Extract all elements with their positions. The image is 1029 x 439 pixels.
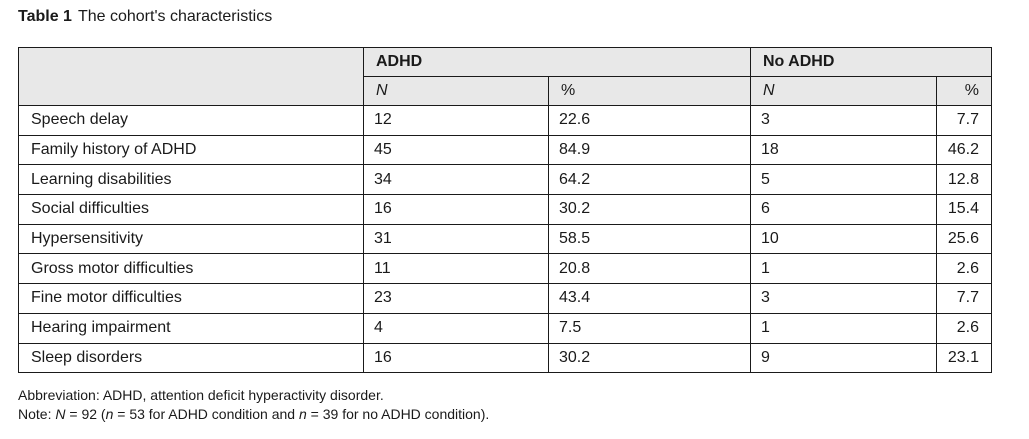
abbreviation-note: Abbreviation: ADHD, attention deficit hyperactivity disorder. <box>18 387 384 403</box>
no-adhd-pct-cell: 25.6 <box>937 224 992 254</box>
no-adhd-n-cell: 18 <box>751 135 937 165</box>
adhd-pct-cell: 43.4 <box>549 284 751 314</box>
adhd-pct-cell: 64.2 <box>549 165 751 195</box>
no-adhd-pct-cell: 46.2 <box>937 135 992 165</box>
table-row <box>19 343 992 373</box>
adhd-n-cell: 23 <box>364 284 549 314</box>
adhd-n-cell: 16 <box>364 343 549 373</box>
no-adhd-pct-cell: 7.7 <box>937 106 992 136</box>
adhd-pct-cell: 58.5 <box>549 224 751 254</box>
row-label: Hearing impairment <box>19 313 364 343</box>
n-no-adhd: = 39 for no ADHD condition). <box>306 406 490 422</box>
table-row <box>19 106 992 136</box>
no-adhd-n-cell: 1 <box>751 313 937 343</box>
n-adhd-variable: n <box>105 406 114 422</box>
table-row <box>19 195 992 225</box>
adhd-pct-cell: 30.2 <box>549 343 751 373</box>
subheader-no-adhd-n: N <box>751 77 937 106</box>
adhd-pct-cell: 7.5 <box>549 313 751 343</box>
no-adhd-n-cell: 9 <box>751 343 937 373</box>
table-row <box>19 135 992 165</box>
n-variable: N <box>55 406 66 422</box>
adhd-pct-cell: 30.2 <box>549 195 751 225</box>
adhd-n-cell: 16 <box>364 195 549 225</box>
table-row <box>19 165 992 195</box>
adhd-pct-cell: 20.8 <box>549 254 751 284</box>
no-adhd-pct-cell: 2.6 <box>937 254 992 284</box>
table-title: The cohort's characteristics <box>77 8 273 25</box>
subheader-adhd-n: N <box>364 77 549 106</box>
adhd-pct-cell: 22.6 <box>549 106 751 136</box>
no-adhd-pct-cell: 2.6 <box>937 313 992 343</box>
table-notes <box>18 386 489 424</box>
group-header-row <box>19 48 992 77</box>
table-row <box>19 284 992 314</box>
no-adhd-n-cell: 6 <box>751 195 937 225</box>
row-label: Learning disabilities <box>19 165 364 195</box>
table-row <box>19 254 992 284</box>
group-header-adhd: ADHD <box>364 48 751 77</box>
row-label: Family history of ADHD <box>19 135 364 165</box>
adhd-n-cell: 34 <box>364 165 549 195</box>
n-adhd: = 53 for ADHD condition and <box>113 406 299 422</box>
table-row <box>19 313 992 343</box>
no-adhd-pct-cell: 12.8 <box>937 165 992 195</box>
row-label: Fine motor difficulties <box>19 284 364 314</box>
adhd-n-cell: 12 <box>364 106 549 136</box>
table-caption <box>18 7 272 27</box>
no-adhd-pct-cell: 23.1 <box>937 343 992 373</box>
row-label: Social difficulties <box>19 195 364 225</box>
no-adhd-n-cell: 3 <box>751 284 937 314</box>
cohort-table <box>18 47 992 373</box>
table-number: Table 1 <box>18 8 72 25</box>
adhd-n-cell: 45 <box>364 135 549 165</box>
n-total: = 92 ( <box>65 406 106 422</box>
sample-size-note <box>18 405 489 424</box>
no-adhd-pct-cell: 7.7 <box>937 284 992 314</box>
no-adhd-n-cell: 5 <box>751 165 937 195</box>
adhd-pct-cell: 84.9 <box>549 135 751 165</box>
row-label: Speech delay <box>19 106 364 136</box>
adhd-n-cell: 11 <box>364 254 549 284</box>
row-label: Sleep disorders <box>19 343 364 373</box>
n-no-adhd-variable: n <box>298 406 307 422</box>
row-label: Hypersensitivity <box>19 224 364 254</box>
row-label: Gross motor difficulties <box>19 254 364 284</box>
table-row <box>19 224 992 254</box>
no-adhd-n-cell: 3 <box>751 106 937 136</box>
subheader-adhd-pct: % <box>549 77 751 106</box>
corner-cell <box>19 48 364 106</box>
no-adhd-pct-cell: 15.4 <box>937 195 992 225</box>
no-adhd-n-cell: 1 <box>751 254 937 284</box>
no-adhd-n-cell: 10 <box>751 224 937 254</box>
adhd-n-cell: 31 <box>364 224 549 254</box>
note-prefix: Note: <box>18 406 56 422</box>
group-header-no-adhd: No ADHD <box>751 48 992 77</box>
adhd-n-cell: 4 <box>364 313 549 343</box>
subheader-no-adhd-pct: % <box>937 77 992 106</box>
